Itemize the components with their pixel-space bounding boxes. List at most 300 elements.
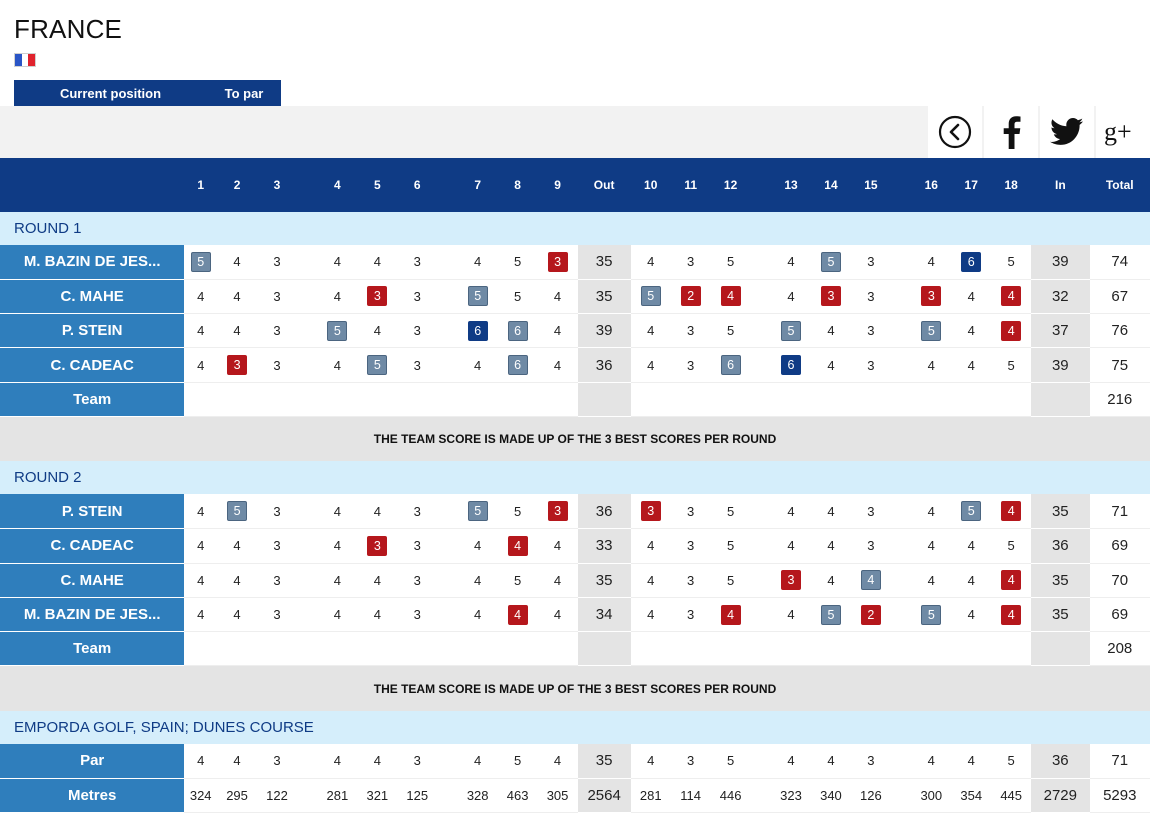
hole-18-cell — [991, 632, 1031, 666]
header-col-17: 17 — [951, 158, 991, 212]
header-gap — [437, 158, 457, 212]
out-cell — [578, 632, 631, 666]
hole-15-cell: 3 — [851, 314, 891, 348]
in-cell: 35 — [1031, 563, 1089, 597]
in-cell: 36 — [1031, 529, 1089, 563]
hole-14-cell: 4 — [811, 563, 851, 597]
hole-14-cell — [811, 279, 851, 313]
hole-6-cell: 3 — [397, 529, 437, 563]
hole-6-cell — [397, 632, 437, 666]
hole-18-cell — [991, 279, 1031, 313]
player-row-label[interactable]: M. BAZIN DE JES... — [0, 245, 184, 279]
hole-4-cell: 4 — [317, 494, 357, 528]
player-row[interactable] — [0, 245, 1150, 279]
round-1-header — [0, 212, 1150, 245]
player-row[interactable] — [0, 494, 1150, 528]
hole-16-cell — [911, 382, 951, 416]
hole-7-cell: 4 — [458, 597, 498, 631]
gap-cell — [437, 494, 457, 528]
hole-5-cell: 4 — [357, 314, 397, 348]
in-cell: 35 — [1031, 494, 1089, 528]
gap-cell — [437, 314, 457, 348]
hole-6-cell: 3 — [397, 597, 437, 631]
hole-17-cell: 4 — [951, 314, 991, 348]
hole-17-cell: 4 — [951, 597, 991, 631]
hole-5-cell: 4 — [357, 744, 397, 778]
hole-15-cell — [851, 632, 891, 666]
hole-12-cell — [711, 382, 751, 416]
total-cell: 71 — [1090, 494, 1150, 528]
hole-17-cell: 4 — [951, 348, 991, 382]
gap-cell — [437, 382, 457, 416]
player-row[interactable] — [0, 529, 1150, 563]
hole-9-cell — [538, 494, 578, 528]
hole-10-cell: 4 — [631, 245, 671, 279]
score-badge-grey: 5 — [821, 252, 841, 272]
in-cell: 35 — [1031, 597, 1089, 631]
out-cell: 35 — [578, 245, 631, 279]
hole-10-cell — [631, 279, 671, 313]
hole-12-cell: 5 — [711, 744, 751, 778]
gap-cell — [891, 778, 911, 812]
hole-15-cell: 3 — [851, 494, 891, 528]
hole-7-cell: 4 — [458, 245, 498, 279]
hole-2-cell: 4 — [217, 529, 257, 563]
gap-cell — [297, 382, 317, 416]
hole-16-cell: 4 — [911, 348, 951, 382]
hole-1-cell: 4 — [184, 348, 217, 382]
gap-cell — [297, 632, 317, 666]
hole-10-cell: 4 — [631, 563, 671, 597]
player-row[interactable] — [0, 348, 1150, 382]
hole-2-cell: 4 — [217, 245, 257, 279]
hole-1-cell — [184, 382, 217, 416]
page-title: FRANCE — [14, 14, 122, 45]
player-row[interactable] — [0, 597, 1150, 631]
hole-11-cell: 3 — [671, 245, 711, 279]
score-badge-grey: 5 — [921, 605, 941, 625]
team-row[interactable] — [0, 632, 1150, 666]
gap-cell — [297, 314, 317, 348]
hole-4-cell — [317, 382, 357, 416]
player-row-label[interactable]: M. BAZIN DE JES... — [0, 597, 184, 631]
total-cell: 71 — [1090, 744, 1150, 778]
hole-6-cell: 3 — [397, 314, 437, 348]
hole-14-cell: 4 — [811, 744, 851, 778]
header-col-13: 13 — [771, 158, 811, 212]
total-cell: 216 — [1090, 382, 1150, 416]
hole-5-cell: 4 — [357, 494, 397, 528]
hole-2-cell: 295 — [217, 778, 257, 812]
hole-2-cell — [217, 382, 257, 416]
hole-15-cell — [851, 382, 891, 416]
hole-2-cell — [217, 348, 257, 382]
header-col-16: 16 — [911, 158, 951, 212]
hole-11-cell: 3 — [671, 529, 711, 563]
hole-15-cell — [851, 597, 891, 631]
hole-13-cell — [771, 632, 811, 666]
hole-5-cell — [357, 632, 397, 666]
team-score-note-text: THE TEAM SCORE IS MADE UP OF THE 3 BEST SCORES PER ROUND — [0, 416, 1150, 461]
hole-5-cell — [357, 279, 397, 313]
hole-13-cell: 4 — [771, 279, 811, 313]
player-row-label[interactable]: P. STEIN — [0, 314, 184, 348]
twitter-icon — [1050, 118, 1084, 146]
team-score-note — [0, 416, 1150, 461]
round-2-header-title: ROUND 2 — [0, 461, 1150, 494]
player-row-label[interactable]: C. MAHE — [0, 563, 184, 597]
in-cell: 39 — [1031, 245, 1089, 279]
hole-17-cell: 4 — [951, 529, 991, 563]
hole-7-cell — [458, 382, 498, 416]
facebook-button[interactable] — [984, 106, 1038, 158]
gap-cell — [891, 382, 911, 416]
hole-7-cell — [458, 632, 498, 666]
score-badge-red: 3 — [548, 252, 568, 272]
hole-13-cell — [771, 563, 811, 597]
hole-14-cell — [811, 245, 851, 279]
hole-1-cell — [184, 632, 217, 666]
hole-12-cell: 5 — [711, 529, 751, 563]
score-badge-navy: 6 — [961, 252, 981, 272]
hole-16-cell: 4 — [911, 245, 951, 279]
score-badge-grey: 4 — [861, 570, 881, 590]
hole-1-cell: 4 — [184, 597, 217, 631]
hole-9-cell: 4 — [538, 744, 578, 778]
hole-17-cell: 4 — [951, 744, 991, 778]
header-col-11: 11 — [671, 158, 711, 212]
gap-cell — [751, 245, 771, 279]
hole-8-cell — [498, 597, 538, 631]
hole-2-cell: 4 — [217, 314, 257, 348]
total-cell: 76 — [1090, 314, 1150, 348]
hole-10-cell: 281 — [631, 778, 671, 812]
score-badge-red: 4 — [1001, 605, 1021, 625]
hole-4-cell: 4 — [317, 348, 357, 382]
hole-13-cell — [771, 382, 811, 416]
total-cell: 69 — [1090, 529, 1150, 563]
score-badge-grey: 5 — [468, 501, 488, 521]
hole-18-cell: 5 — [991, 744, 1031, 778]
player-row-label[interactable]: P. STEIN — [0, 494, 184, 528]
hole-11-cell — [671, 279, 711, 313]
in-cell: 32 — [1031, 279, 1089, 313]
team-row-label: Team — [0, 382, 184, 416]
gap-cell — [297, 529, 317, 563]
hole-5-cell — [357, 529, 397, 563]
in-cell — [1031, 382, 1089, 416]
hole-12-cell — [711, 632, 751, 666]
hole-4-cell: 281 — [317, 778, 357, 812]
score-badge-red: 3 — [821, 286, 841, 306]
scorecard-header — [0, 158, 1150, 212]
hole-8-cell: 5 — [498, 563, 538, 597]
score-badge-red: 3 — [367, 286, 387, 306]
course-header — [0, 711, 1150, 744]
hole-6-cell: 3 — [397, 279, 437, 313]
gap-cell — [751, 348, 771, 382]
player-row-label[interactable]: C. CADEAC — [0, 348, 184, 382]
hole-11-cell — [671, 382, 711, 416]
gap-cell — [437, 778, 457, 812]
score-badge-red: 3 — [367, 536, 387, 556]
in-cell: 39 — [1031, 348, 1089, 382]
hole-8-cell: 5 — [498, 245, 538, 279]
score-badge-red: 4 — [1001, 570, 1021, 590]
share-tools — [926, 106, 1150, 158]
hole-2-cell: 4 — [217, 744, 257, 778]
out-cell: 35 — [578, 563, 631, 597]
score-badge-navy: 6 — [781, 355, 801, 375]
hole-5-cell: 4 — [357, 563, 397, 597]
course-row-metres[interactable] — [0, 778, 1150, 812]
hole-13-cell: 4 — [771, 744, 811, 778]
gap-cell — [297, 279, 317, 313]
hole-15-cell — [851, 563, 891, 597]
out-cell: 35 — [578, 279, 631, 313]
gap-cell — [891, 245, 911, 279]
hole-6-cell: 3 — [397, 348, 437, 382]
gap-cell — [891, 279, 911, 313]
hole-3-cell: 3 — [257, 563, 297, 597]
course-header-title: EMPORDA GOLF, SPAIN; DUNES COURSE — [0, 711, 1150, 744]
hole-5-cell — [357, 382, 397, 416]
gap-cell — [751, 529, 771, 563]
hole-18-cell: 5 — [991, 348, 1031, 382]
in-cell — [1031, 632, 1089, 666]
hole-9-cell: 4 — [538, 348, 578, 382]
score-badge-grey: 5 — [641, 286, 661, 306]
hole-14-cell: 4 — [811, 348, 851, 382]
in-cell: 37 — [1031, 314, 1089, 348]
hole-7-cell: 4 — [458, 348, 498, 382]
in-cell: 36 — [1031, 744, 1089, 778]
hole-6-cell: 3 — [397, 744, 437, 778]
score-badge-red: 3 — [641, 501, 661, 521]
hole-10-cell: 4 — [631, 314, 671, 348]
score-badge-red: 4 — [1001, 286, 1021, 306]
hole-4-cell: 4 — [317, 597, 357, 631]
total-cell: 5293 — [1090, 778, 1150, 812]
out-cell: 2564 — [578, 778, 631, 812]
header-gap — [751, 158, 771, 212]
gap-cell — [437, 597, 457, 631]
hole-1-cell: 4 — [184, 563, 217, 597]
hole-17-cell — [951, 245, 991, 279]
hole-6-cell — [397, 382, 437, 416]
hole-7-cell — [458, 494, 498, 528]
hole-14-cell: 340 — [811, 778, 851, 812]
gap-cell — [297, 563, 317, 597]
course-row-par[interactable] — [0, 744, 1150, 778]
hole-3-cell: 3 — [257, 744, 297, 778]
header-gap — [297, 158, 317, 212]
hole-8-cell — [498, 348, 538, 382]
hole-12-cell: 5 — [711, 245, 751, 279]
player-row-label[interactable]: C. CADEAC — [0, 529, 184, 563]
hole-1-cell: 324 — [184, 778, 217, 812]
header-col-6: 6 — [397, 158, 437, 212]
hole-16-cell: 300 — [911, 778, 951, 812]
hole-14-cell: 4 — [811, 314, 851, 348]
out-cell — [578, 382, 631, 416]
hole-16-cell: 4 — [911, 744, 951, 778]
hole-3-cell — [257, 382, 297, 416]
hole-7-cell: 4 — [458, 563, 498, 597]
hole-11-cell: 3 — [671, 563, 711, 597]
score-badge-red: 4 — [721, 605, 741, 625]
hole-11-cell: 3 — [671, 494, 711, 528]
hole-18-cell — [991, 382, 1031, 416]
hole-17-cell: 4 — [951, 279, 991, 313]
header-col-5: 5 — [357, 158, 397, 212]
hole-1-cell: 4 — [184, 744, 217, 778]
gap-cell — [891, 597, 911, 631]
gap-cell — [297, 348, 317, 382]
hole-4-cell — [317, 314, 357, 348]
header-col-total: Total — [1090, 158, 1150, 212]
gap-cell — [437, 529, 457, 563]
googleplus-button[interactable] — [1096, 106, 1150, 158]
team-row[interactable] — [0, 382, 1150, 416]
score-badge-red: 3 — [548, 501, 568, 521]
hole-14-cell — [811, 632, 851, 666]
hole-4-cell — [317, 632, 357, 666]
hole-3-cell: 3 — [257, 597, 297, 631]
score-badge-grey: 5 — [367, 355, 387, 375]
hole-7-cell: 328 — [458, 778, 498, 812]
hole-6-cell: 3 — [397, 494, 437, 528]
hole-15-cell: 3 — [851, 744, 891, 778]
hole-9-cell: 4 — [538, 314, 578, 348]
hole-3-cell: 3 — [257, 279, 297, 313]
out-cell: 39 — [578, 314, 631, 348]
hole-8-cell — [498, 382, 538, 416]
out-cell: 35 — [578, 744, 631, 778]
score-badge-grey: 5 — [961, 501, 981, 521]
hole-10-cell: 4 — [631, 529, 671, 563]
hole-10-cell: 4 — [631, 744, 671, 778]
hole-8-cell: 5 — [498, 279, 538, 313]
gap-cell — [437, 632, 457, 666]
round-2-header — [0, 461, 1150, 494]
hole-17-cell — [951, 632, 991, 666]
hole-13-cell: 4 — [771, 494, 811, 528]
back-button[interactable] — [928, 106, 982, 158]
gap-cell — [751, 744, 771, 778]
score-badge-grey: 5 — [191, 252, 211, 272]
header-col-9: 9 — [538, 158, 578, 212]
hole-14-cell: 4 — [811, 529, 851, 563]
total-cell: 70 — [1090, 563, 1150, 597]
hole-7-cell — [458, 279, 498, 313]
header-col-18: 18 — [991, 158, 1031, 212]
total-cell: 208 — [1090, 632, 1150, 666]
hole-2-cell — [217, 632, 257, 666]
header-col-15: 15 — [851, 158, 891, 212]
hole-1-cell: 4 — [184, 529, 217, 563]
hole-6-cell: 3 — [397, 563, 437, 597]
hole-4-cell: 4 — [317, 279, 357, 313]
total-cell: 75 — [1090, 348, 1150, 382]
twitter-button[interactable] — [1040, 106, 1094, 158]
team-score-note-text: THE TEAM SCORE IS MADE UP OF THE 3 BEST SCORES PER ROUND — [0, 666, 1150, 711]
gap-cell — [437, 245, 457, 279]
score-badge-grey: 5 — [781, 321, 801, 341]
hole-14-cell — [811, 597, 851, 631]
hole-18-cell — [991, 597, 1031, 631]
hole-3-cell: 3 — [257, 245, 297, 279]
score-badge-red: 3 — [781, 570, 801, 590]
gap-cell — [891, 632, 911, 666]
hole-9-cell: 4 — [538, 597, 578, 631]
hole-10-cell — [631, 494, 671, 528]
hole-8-cell: 5 — [498, 744, 538, 778]
hole-8-cell: 463 — [498, 778, 538, 812]
hole-18-cell — [991, 563, 1031, 597]
hole-12-cell — [711, 348, 751, 382]
gap-cell — [437, 348, 457, 382]
hole-5-cell: 4 — [357, 597, 397, 631]
hole-15-cell: 3 — [851, 529, 891, 563]
out-cell: 36 — [578, 494, 631, 528]
hole-13-cell: 4 — [771, 529, 811, 563]
hole-12-cell — [711, 279, 751, 313]
hole-3-cell: 3 — [257, 529, 297, 563]
hole-11-cell: 3 — [671, 597, 711, 631]
score-badge-red: 4 — [508, 605, 528, 625]
hole-9-cell: 4 — [538, 529, 578, 563]
team-score-note — [0, 666, 1150, 711]
hole-16-cell: 4 — [911, 563, 951, 597]
gap-cell — [437, 744, 457, 778]
player-row[interactable] — [0, 563, 1150, 597]
hole-16-cell — [911, 314, 951, 348]
hole-15-cell: 3 — [851, 245, 891, 279]
hole-8-cell — [498, 632, 538, 666]
score-badge-red: 4 — [1001, 321, 1021, 341]
score-badge-red: 2 — [681, 286, 701, 306]
header-gap — [891, 158, 911, 212]
gap-cell — [751, 314, 771, 348]
player-row-label[interactable]: C. MAHE — [0, 279, 184, 313]
header-col-1: 1 — [184, 158, 217, 212]
total-cell: 74 — [1090, 245, 1150, 279]
gap-cell — [297, 778, 317, 812]
hole-9-cell: 4 — [538, 279, 578, 313]
hole-9-cell: 4 — [538, 563, 578, 597]
hole-2-cell: 4 — [217, 563, 257, 597]
hole-13-cell — [771, 348, 811, 382]
out-cell: 36 — [578, 348, 631, 382]
hole-1-cell: 4 — [184, 494, 217, 528]
hole-13-cell: 4 — [771, 597, 811, 631]
player-row[interactable] — [0, 314, 1150, 348]
hole-3-cell: 3 — [257, 494, 297, 528]
hole-2-cell: 4 — [217, 279, 257, 313]
gap-cell — [751, 382, 771, 416]
hole-3-cell: 3 — [257, 348, 297, 382]
player-row[interactable] — [0, 279, 1150, 313]
hole-18-cell: 5 — [991, 245, 1031, 279]
gap-cell — [891, 314, 911, 348]
hole-13-cell: 4 — [771, 245, 811, 279]
score-badge-navy: 6 — [468, 321, 488, 341]
hole-7-cell: 4 — [458, 529, 498, 563]
hole-10-cell: 4 — [631, 597, 671, 631]
gap-cell — [751, 632, 771, 666]
hole-13-cell: 323 — [771, 778, 811, 812]
